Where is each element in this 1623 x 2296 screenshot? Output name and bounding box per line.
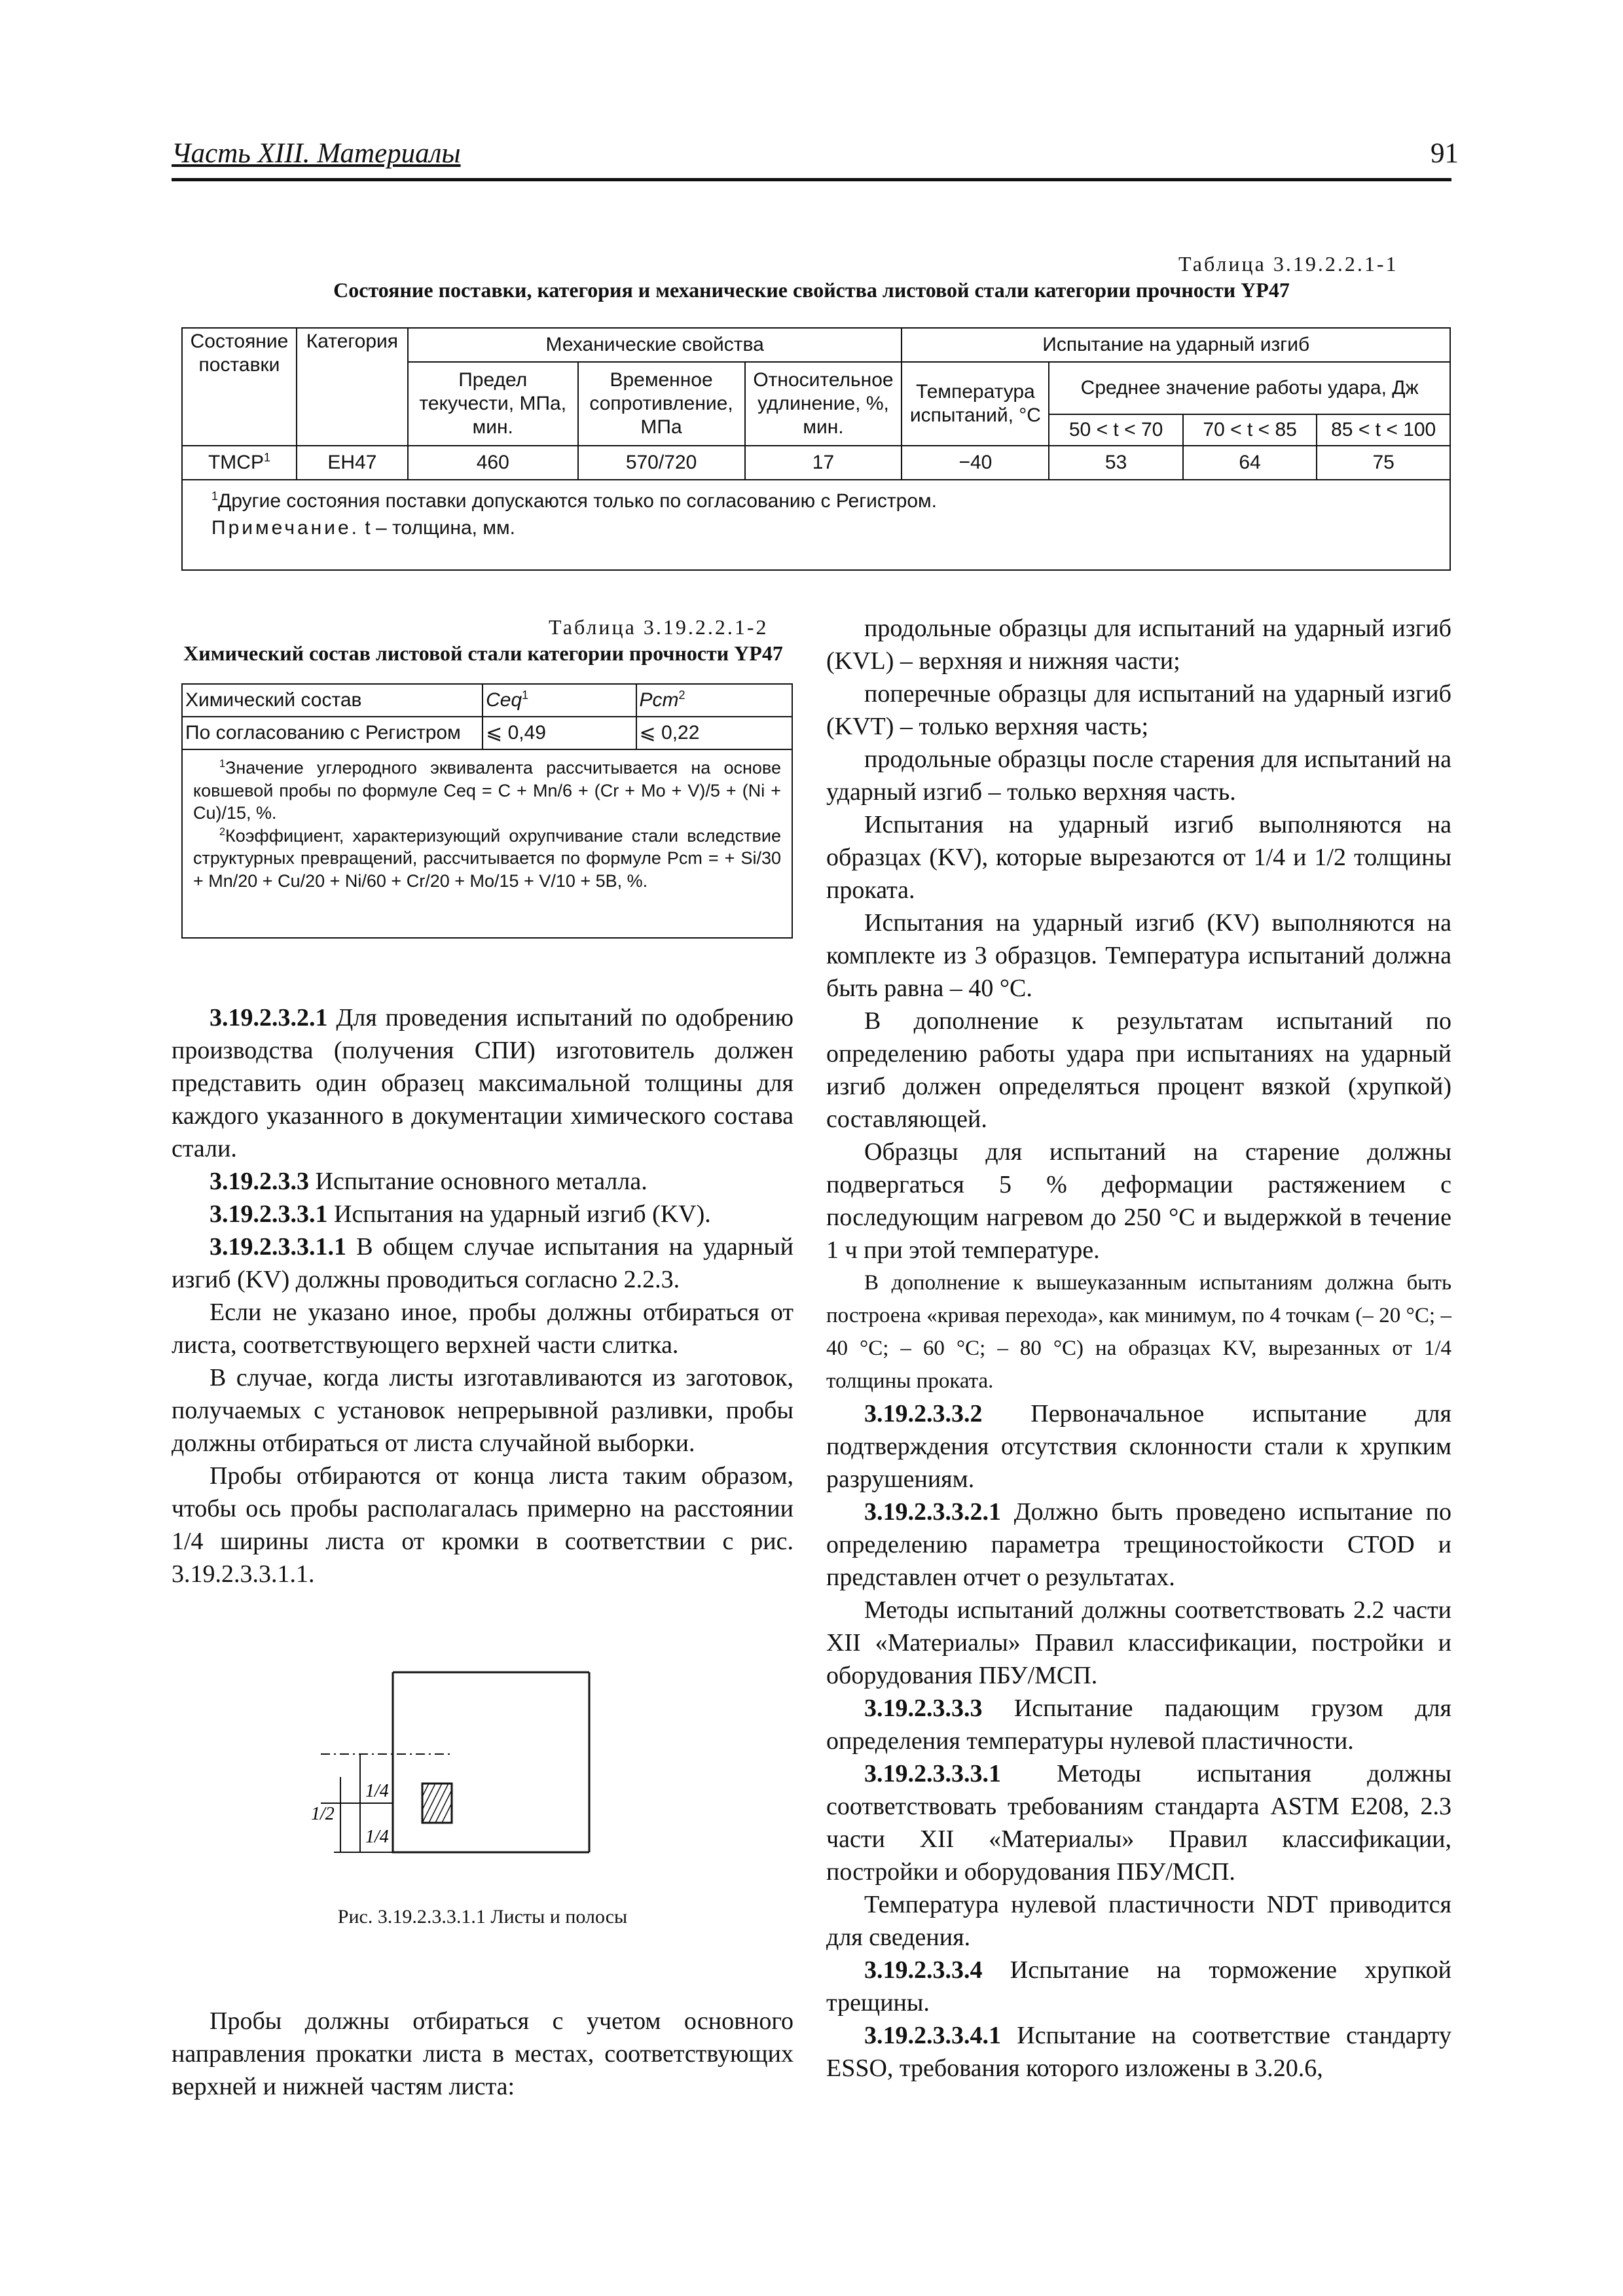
table2 [181, 683, 793, 939]
table1-cell-state: ТМСР$^1$ [182, 446, 297, 480]
left-column-text [172, 1001, 793, 1590]
table2-cell-pcm: ⩽ 0,22 [636, 717, 792, 749]
table1-cell-temperature: −40 [902, 446, 1049, 480]
table2-header-ceq: Ceq$^1$ [483, 684, 636, 717]
running-header-title: Часть XIII. Материалы [172, 138, 461, 169]
table1-header-yield: Предел текучести, МПа, мин. [408, 362, 578, 446]
paragraph: В дополнение к результатам испытаний по определению работы удара при испытаниях на ударный изгиб должен определяться процент вязкой (хрупкой) составляющей. [826, 1007, 1451, 1133]
table1-header-mech: Механические свойства [408, 328, 902, 362]
paragraph: Испытания на ударный изгиб выполняются на образцах (KV), которые вырезаются от 1/4 и 1/2 толщины проката. [826, 811, 1451, 904]
table1-header-range-1: 50 < t < 70 [1049, 414, 1183, 446]
paragraph: 3.19.2.3.3 Испытание основного металла. [210, 1168, 647, 1195]
table1-title: Состояние поставки, категория и механические свойства листовой стали категории прочности YP47 [333, 278, 1290, 302]
figure-caption: Рис. 3.19.2.3.3.1.1 Листы и полосы [337, 1906, 628, 1928]
table1-header-elongation: Относительное удлинение, %, мин. [745, 362, 902, 446]
paragraph: продольные образцы для испытаний на ударный изгиб (KVL) – верхняя и нижняя части; [826, 615, 1451, 675]
table1-header-category: Категория [297, 328, 408, 446]
label-half: 1/2 [311, 1804, 335, 1824]
table1-cell-yield: 460 [408, 446, 578, 480]
table1-header-temperature: Температура испытаний, °С [902, 362, 1049, 446]
table1-header-range-2: 70 < t < 85 [1183, 414, 1317, 446]
table1-header-average: Среднее значение работы удара, Дж [1049, 362, 1450, 414]
table2-notes [182, 749, 792, 938]
right-column-text [826, 612, 1451, 2085]
table1-cell-value-2: 64 [1183, 446, 1317, 480]
paragraph: В дополнение к вышеуказанным испытаниям должна быть построена «кривая перехода», как минимум, по 4 точкам (– 20 °С; – 40 °С; – 60 °С; – 80 °С) на образцах KV, вырезанных от 1/4 толщины проката. [826, 1271, 1451, 1393]
left-column-text-bottom [172, 2005, 793, 2103]
paragraph: 3.19.2.3.3.2 Первоначальное испытание для подтверждения отсутствия склонности стали к хрупким разрушениям. [826, 1400, 1452, 1493]
table1-header-impact: Испытание на ударный изгиб [902, 328, 1450, 362]
table-row [182, 717, 792, 749]
table1-notes [182, 480, 1450, 570]
table1-caption: Таблица 3.19.2.2.1-1 [1178, 252, 1398, 276]
paragraph: поперечные образцы для испытаний на ударный изгиб (KVT) – только верхняя часть; [826, 680, 1451, 740]
table1-cell-value-1: 53 [1049, 446, 1183, 480]
table2-footnote-1: $^1$Значение углеродного эквивалента рассчитывается на основе ковшевой пробы по формуле Ceq = C + Mn/6 + (Cr + Mo + V)/5 + (Ni + Cu)/15, %. [193, 758, 781, 823]
table1-header-range-3: 85 < t < 100 [1317, 414, 1450, 446]
paragraph: 3.19.2.3.3.2.1 Должно быть проведено испытание по определению параметра трещиностойкости CTOD и представлен отчет о результатах. [826, 1498, 1451, 1591]
table2-header-composition: Химический состав [182, 684, 483, 717]
table2-cell-label: По согласованию с Регистром [182, 717, 483, 749]
table1-cell-tensile: 570/720 [578, 446, 745, 480]
paragraph: Если не указано иное, пробы должны отбираться от листа, соответствующего верхней части слитка. [172, 1299, 793, 1359]
label-quarter-top: 1/4 [365, 1781, 389, 1801]
table2-caption: Таблица 3.19.2.2.1-2 [549, 615, 769, 639]
header-rule [172, 178, 1451, 181]
plate-sampling-figure [249, 1659, 642, 1869]
paragraph: 3.19.2.3.3.1.1 В общем случае испытания на ударный изгиб (KV) должны проводиться согласно 2.2.3. [172, 1233, 793, 1293]
paragraph: Испытания на ударный изгиб (KV) выполняются на комплекте из 3 образцов. Температура испытаний должна быть равна – 40 °С. [826, 909, 1451, 1002]
paragraph: Образцы для испытаний на старение должны подвергаться 5 % деформации растяжением с последующим нагревом до 250 °С и выдержкой в течение 1 ч при этой температуре. [826, 1138, 1451, 1264]
page-number: 91 [1431, 138, 1459, 169]
table-row [182, 446, 1450, 480]
table1-footnote: $^1$Другие состояния поставки допускаются только по согласованию с Регистром. [211, 490, 937, 512]
table2-footnote-2: $^2$Коэффициент, характеризующий охрупчивание стали вследствие структурных превращений, рассчитывается по формуле Pcm = + Si/30 + Mn/20 + Cu/20 + Ni/60 + Cr/20 + Mo/15 + V/10 + 5B, %. [193, 825, 781, 891]
table1-cell-value-3: 75 [1317, 446, 1450, 480]
table1-cell-elongation: 17 [745, 446, 902, 480]
paragraph: Температура нулевой пластичности NDT приводится для сведения. [826, 1891, 1451, 1951]
paragraph: 3.19.2.3.3.4 Испытание на торможение хрупкой трещины. [826, 1956, 1451, 2017]
paragraph: Пробы должны отбираться с учетом основного направления прокатки листа в местах, соответствующих верхней и нижней частям листа: [172, 2007, 793, 2100]
plate-outline [393, 1672, 589, 1852]
table1-header-state: Состояние поставки [182, 328, 297, 446]
paragraph: В случае, когда листы изготавливаются из заготовок, получаемых с установок непрерывной разливки, пробы должны отбираться от листа случайной выборки. [172, 1364, 793, 1457]
paragraph: 3.19.2.3.3.3 Испытание падающим грузом для определения температуры нулевой пластичности. [826, 1695, 1451, 1755]
paragraph: Пробы отбираются от конца листа таким образом, чтобы ось пробы располагалась примерно на расстоянии 1/4 ширины листа от кромки в соответствии с рис. 3.19.2.3.3.1.1. [172, 1462, 793, 1588]
table2-cell-ceq: ⩽ 0,49 [483, 717, 636, 749]
specimen-rect [422, 1784, 452, 1823]
table2-title: Химический состав листовой стали категории прочности YP47 [183, 641, 783, 665]
paragraph: 3.19.2.3.3.1 Испытания на ударный изгиб (KV). [210, 1200, 711, 1228]
paragraph: Методы испытаний должны соответствовать 2.2 части XII «Материалы» Правил классификации, постройки и оборудования ПБУ/МСП. [826, 1596, 1451, 1689]
table1-header-tensile: Временное сопротивление, МПа [578, 362, 745, 446]
paragraph: 3.19.2.3.3.3.1 Методы испытания должны соответствовать требованиям стандарта ASTM E208, 2.3 части XII «Материалы» Правил классификации, постройки и оборудования ПБУ/МСП. [826, 1760, 1451, 1886]
table1-cell-category: ЕН47 [297, 446, 408, 480]
table1 [181, 327, 1451, 571]
paragraph: продольные образцы после старения для испытаний на ударный изгиб – только верхняя часть. [826, 745, 1451, 806]
table2-header-pcm: Pcm$^2$ [636, 684, 792, 717]
table1-note: Примечание. t – толщина, мм. [211, 516, 515, 539]
paragraph: 3.19.2.3.3.4.1 Испытание на соответствие стандарту ESSO, требования которого изложены в 3.20.6, [826, 2022, 1452, 2082]
label-quarter-bottom: 1/4 [365, 1827, 389, 1847]
paragraph: 3.19.2.3.2.1 Для проведения испытаний по одобрению производства (получения СПИ) изготовитель должен представить один образец максимальной толщины для каждого указанного в документации химического состава стали. [172, 1004, 794, 1162]
